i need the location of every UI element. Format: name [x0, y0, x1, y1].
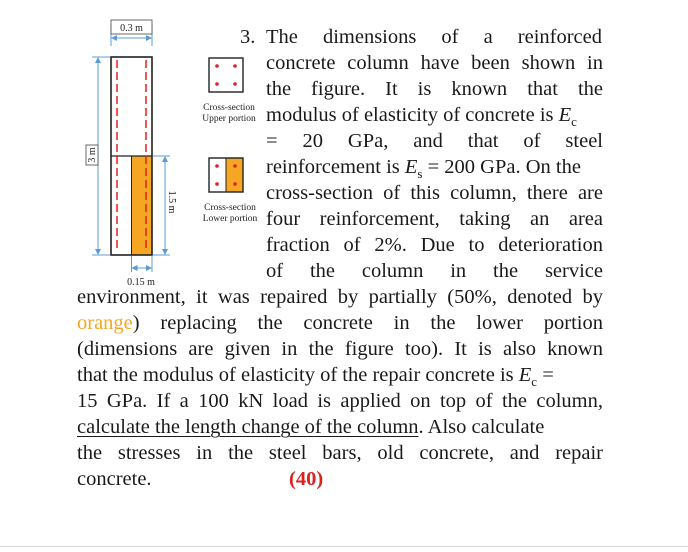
repair-zone: [132, 156, 153, 255]
problem-line: the figure. It is known that the: [266, 78, 603, 100]
problem-line: 3. The dimensions of a reinforced: [240, 26, 602, 48]
problem-line: = 20 GPa, and that of steel: [266, 130, 603, 152]
height-label: 3 m: [87, 147, 98, 163]
underlined-task: calculate the length change of the column: [77, 416, 419, 438]
problem-line: environment, it was repaired by partially (50%, denoted by: [77, 286, 603, 308]
width-label: 0.3 m: [120, 23, 143, 34]
problem-line: cross-section of this column, there are: [266, 182, 603, 204]
repair-width-label: 0.15 m: [127, 277, 155, 288]
width-dimension: [111, 20, 152, 46]
problem-line: of the column in the service: [266, 260, 603, 282]
lower-height-dimension: [153, 156, 178, 255]
upper-cross-section: [202, 58, 256, 124]
bottom-divider: [0, 546, 688, 547]
problem-line: orange) replacing the concrete in the lower portion: [77, 312, 603, 334]
problem-line: modulus of elasticity of concrete is $E_c$: [266, 104, 577, 130]
lower-height-label: 1.5 m: [166, 190, 177, 214]
height-dimension: [86, 57, 110, 255]
lower-caption-line2: Lower portion: [202, 214, 258, 224]
column-elevation: [111, 57, 152, 255]
lower-cross-section: [203, 158, 258, 224]
problem-line: calculate the length change of the column. Also calculate: [77, 416, 545, 438]
problem-line: concrete.: [77, 468, 152, 490]
lower-caption-line1: Cross-section: [204, 203, 256, 213]
problem-line: reinforcement is $E_s = 200$ GPa. On the: [266, 156, 581, 182]
problem-number: 3.: [240, 26, 256, 48]
upper-caption-line2: Upper portion: [202, 114, 256, 124]
problem-line: 15 GPa. If a 100 kN load is applied on top of the column,: [77, 390, 603, 412]
points-label: (40): [289, 468, 324, 490]
problem-line: that the modulus of elasticity of the repair concrete is $E_c$ =: [77, 364, 554, 390]
problem-line: (dimensions are given in the figure too). It is also known: [77, 338, 603, 360]
problem-line: concrete column have been shown in: [266, 52, 603, 74]
problem-line: four reinforcement, taking an area: [266, 208, 603, 230]
problem-line: fraction of 2%. Due to deterioration: [266, 234, 603, 256]
orange-word: orange: [77, 312, 133, 334]
column-figure: [0, 0, 270, 300]
problem-line: the stresses in the steel bars, old concrete, and repair: [77, 442, 603, 464]
upper-caption-line1: Cross-section: [203, 103, 255, 113]
